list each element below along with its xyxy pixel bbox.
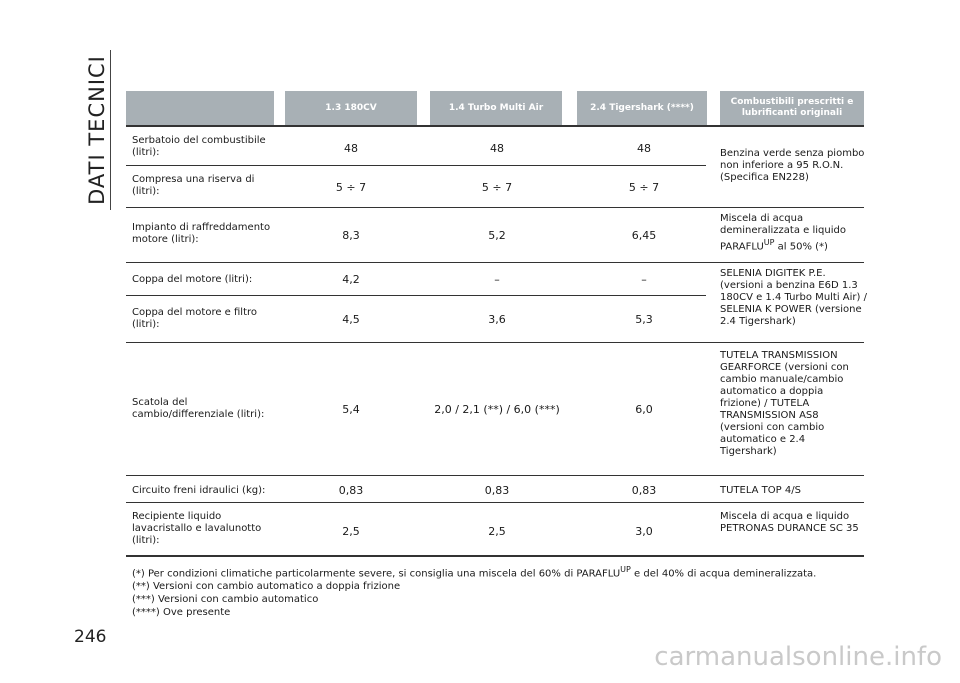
fluid-coolant-text: Miscela di acqua demineralizzata e liquido PARAFLU bbox=[720, 213, 846, 253]
table-header bbox=[126, 91, 864, 125]
header-blank bbox=[126, 91, 274, 125]
cell-oil-pan-13: 4,2 bbox=[342, 273, 360, 286]
section-title-text: DATI TECNICI bbox=[85, 54, 110, 205]
header-engine-13-180cv: 1.3 180CV bbox=[285, 91, 417, 125]
row-label-reserve: Compresa una riserva di (litri): bbox=[132, 174, 255, 197]
header-fluids: Combustibili prescritti e lubrificanti originali bbox=[720, 91, 864, 125]
row-divider bbox=[126, 502, 864, 503]
row-divider bbox=[126, 262, 864, 263]
row-divider bbox=[126, 475, 864, 476]
fluid-washer: Miscela di acqua e liquido PETRONAS DURANCE SC 35 bbox=[720, 511, 859, 534]
watermark: carmanualsonline.info bbox=[654, 642, 942, 672]
cell-washer-24: 3,0 bbox=[635, 525, 653, 538]
footnote-1 bbox=[132, 563, 872, 580]
footnotes bbox=[132, 563, 872, 619]
cell-washer-13: 2,5 bbox=[342, 525, 360, 538]
section-title bbox=[82, 42, 112, 217]
cell-washer-14: 2,5 bbox=[488, 525, 506, 538]
cell-cooling-24: 6,45 bbox=[631, 229, 657, 242]
fluid-engine-oil: SELENIA DIGITEK P.E. (versioni a benzina E6D 1.3 180CV e 1.4 Turbo Multi Air) / SELENIA K POWER (versione 2.4 Tigershark) bbox=[720, 268, 867, 327]
footnote-4: (****) Ove presente bbox=[132, 607, 231, 619]
cell-brakes-24: 0,83 bbox=[631, 484, 657, 497]
fluid-gearbox: TUTELA TRANSMISSION GEARFORCE (versioni con cambio manuale/cambio automatico a doppia frizione) / TUTELA TRANSMISSION AS8 (versioni con cambio automatico e 2.4 Tigershark) bbox=[720, 350, 849, 457]
footnote-3: (***) Versioni con cambio automatico bbox=[132, 594, 319, 606]
footnote-1-text-end: e del 40% di acqua demineralizzata. bbox=[630, 568, 817, 580]
cell-oil-pan-24: – bbox=[641, 273, 647, 286]
footnote-2: (**) Versioni con cambio automatico a doppia frizione bbox=[132, 581, 401, 593]
cell-reserve-13: 5 ÷ 7 bbox=[335, 181, 367, 194]
cell-oil-pan-14: – bbox=[494, 273, 500, 286]
row-label-oil-pan: Coppa del motore (litri): bbox=[132, 274, 253, 285]
cell-fuel-tank-13: 48 bbox=[344, 142, 358, 155]
footnote-1-text: (*) Per condizioni climatiche particolarmente severe, si consiglia una miscela del 60% di PARAFLU bbox=[132, 568, 621, 580]
fluid-fuel: Benzina verde senza piombo non inferiore a 95 R.O.N. (Specifica EN228) bbox=[720, 148, 865, 183]
cell-oil-filter-13: 4,5 bbox=[342, 313, 360, 326]
fluid-coolant-text-end: al 50% (*) bbox=[774, 241, 828, 253]
row-label-washer: Recipiente liquido lavacristallo e lavalunotto (litri): bbox=[132, 511, 262, 546]
fluid-brakes: TUTELA TOP 4/S bbox=[720, 485, 801, 496]
fluid-coolant-sup: UP bbox=[763, 238, 775, 247]
cell-brakes-14: 0,83 bbox=[484, 484, 510, 497]
cell-gearbox-24: 6,0 bbox=[635, 403, 653, 416]
cell-brakes-13: 0,83 bbox=[338, 484, 364, 497]
cell-oil-filter-24: 5,3 bbox=[635, 313, 653, 326]
row-label-fuel-tank: Serbatoio del combustibile (litri): bbox=[132, 135, 266, 158]
section-title-rule bbox=[110, 50, 111, 210]
row-divider bbox=[126, 295, 706, 296]
fluids-table bbox=[126, 91, 867, 557]
cell-cooling-14: 5,2 bbox=[488, 229, 506, 242]
cell-fuel-tank-24: 48 bbox=[637, 142, 651, 155]
cell-reserve-14: 5 ÷ 7 bbox=[481, 181, 513, 194]
cell-fuel-tank-14: 48 bbox=[490, 142, 504, 155]
row-divider bbox=[126, 207, 864, 208]
cell-reserve-24: 5 ÷ 7 bbox=[628, 181, 660, 194]
row-label-oil-filter: Coppa del motore e filtro (litri): bbox=[132, 307, 258, 330]
cell-oil-filter-14: 3,6 bbox=[488, 313, 506, 326]
row-divider bbox=[126, 342, 864, 343]
fluid-coolant bbox=[720, 213, 870, 253]
table-bottom-rule bbox=[126, 555, 864, 557]
row-label-gearbox: Scatola del cambio/differenziale (litri): bbox=[132, 397, 265, 420]
header-engine-14-multiair: 1.4 Turbo Multi Air bbox=[430, 91, 562, 125]
cell-gearbox-14: 2,0 / 2,1 (**) / 6,0 (***) bbox=[434, 403, 560, 416]
row-label-cooling: Impianto di raffreddamento motore (litri): bbox=[132, 222, 271, 245]
table-body bbox=[126, 127, 867, 557]
header-engine-24-tigershark: 2.4 Tigershark (****) bbox=[577, 91, 707, 125]
cell-gearbox-13: 5,4 bbox=[342, 403, 360, 416]
row-label-brakes: Circuito freni idraulici (kg): bbox=[132, 485, 266, 496]
page-number: 246 bbox=[74, 627, 107, 647]
row-divider bbox=[126, 165, 706, 166]
footnote-1-sup: UP bbox=[620, 565, 631, 574]
cell-cooling-13: 8,3 bbox=[342, 229, 360, 242]
